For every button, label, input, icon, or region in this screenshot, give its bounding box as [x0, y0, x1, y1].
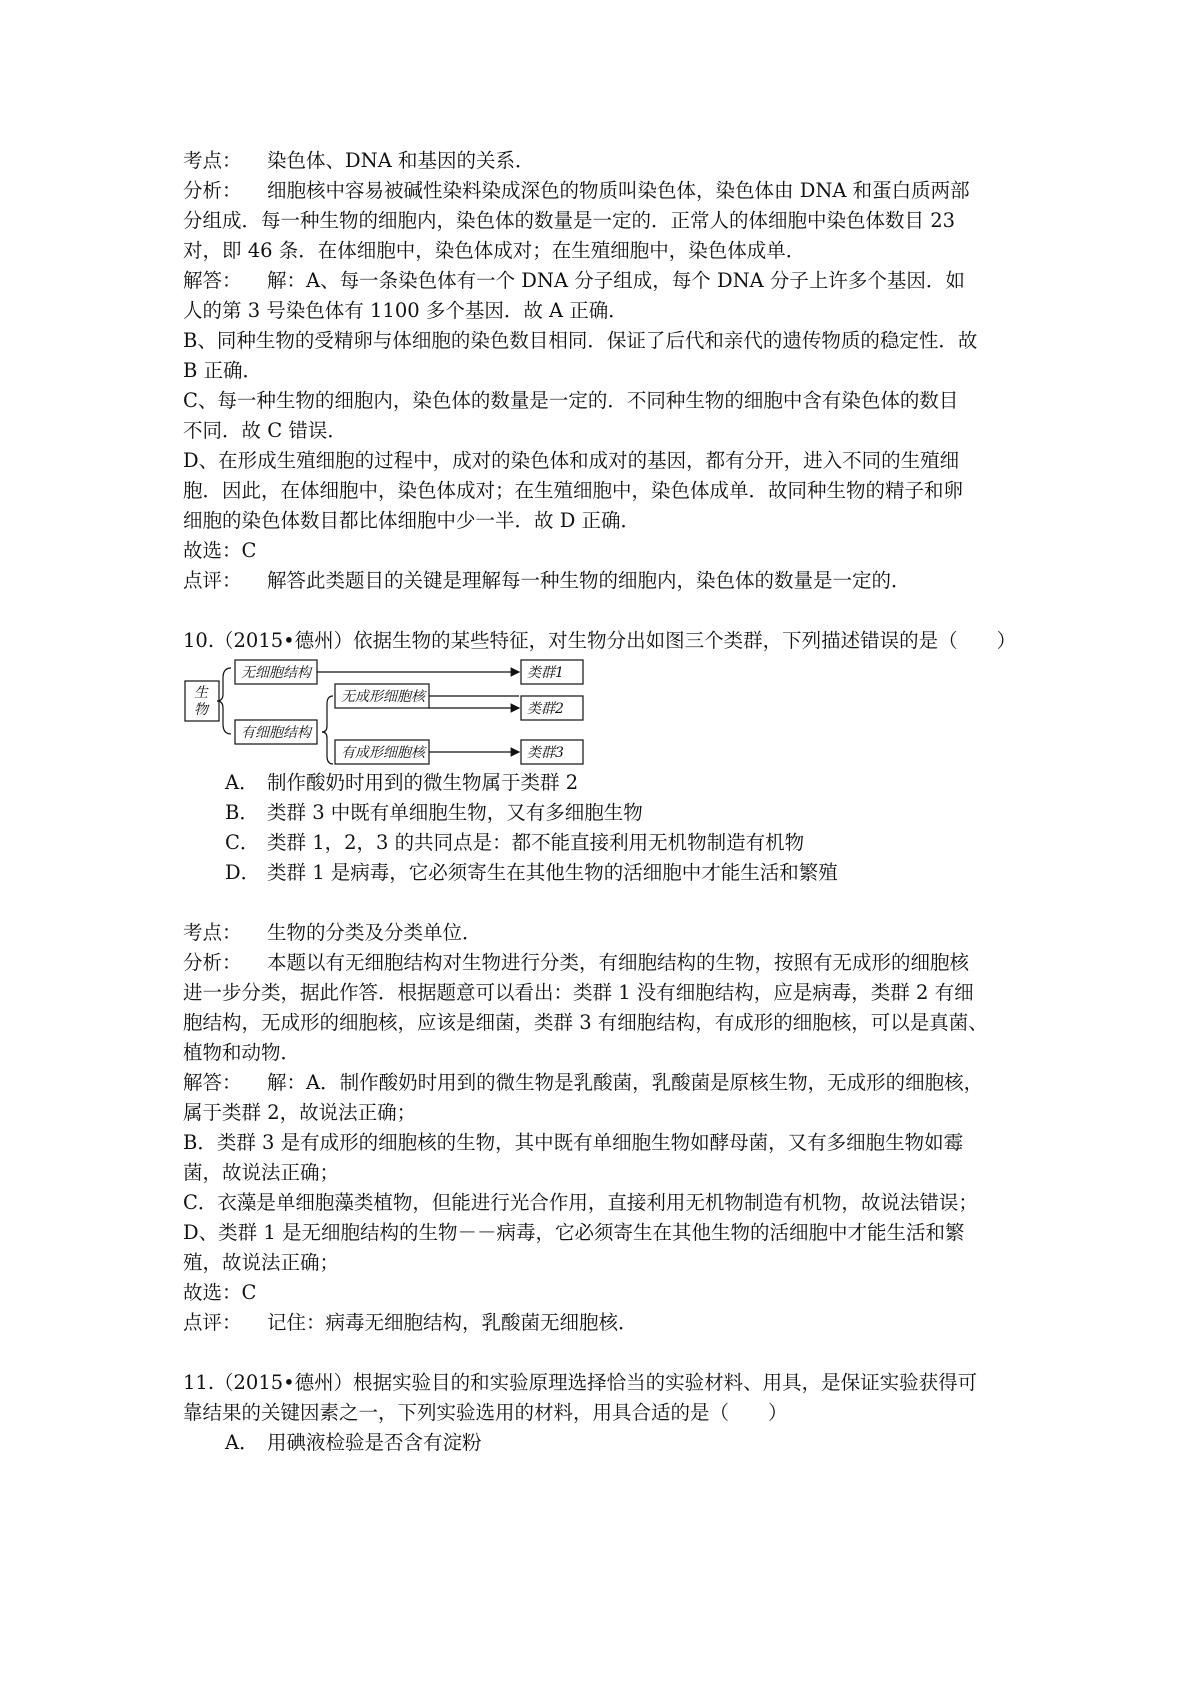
- classification-diagram-svg: [183, 656, 603, 768]
- sub1-label: 无成形细胞核: [341, 689, 425, 705]
- fenxi-text: 本题以有无细胞结构对生物进行分类，有细胞结构的生物，按照有无成形的细胞核: [267, 951, 970, 974]
- question-10-stem: 10.（2015•德州）依据生物的某些特征，对生物分出如图三个类群，下列描述错误的是（ ）: [183, 629, 1017, 652]
- answer-line: 故选：C: [183, 1281, 257, 1304]
- option-text: 类群 1 是病毒，它必须寄生在其他生物的活细胞中才能生活和繁殖: [267, 861, 838, 884]
- fenxi-line: [183, 176, 1031, 206]
- classification-diagram: [183, 656, 1031, 768]
- group3-label: 类群3: [527, 745, 564, 761]
- fenxi-text: 分组成．每一种生物的细胞内，染色体的数量是一定的．正常人的体细胞中染色体数目 23: [183, 209, 956, 232]
- question-11-stem: 11.（2015•德州）根据实验目的和实验原理选择恰当的实验材料、用具，是保证实验获得可: [183, 1371, 978, 1394]
- question-11-stem: 靠结果的关键因素之一，下列实验选用的材料，用具合适的是（ ）: [183, 1401, 788, 1424]
- jieda-line: [183, 1068, 1031, 1098]
- spacer: [183, 888, 1031, 918]
- dianping-text: 记住：病毒无细胞结构，乳酸菌无细胞核．: [267, 1311, 638, 1334]
- branch2-label: 有细胞结构: [241, 725, 311, 741]
- brace-sub: [322, 696, 333, 764]
- group1-label: 类群1: [527, 665, 564, 681]
- fenxi-text: 进一步分类，据此作答．根据题意可以看出：类群 1 没有细胞结构，应是病毒，类群 2 有细: [183, 981, 974, 1004]
- option-letter: B．: [225, 801, 259, 824]
- branch1-label: 无细胞结构: [241, 665, 311, 681]
- kaodian-text: 生物的分类及分类单位．: [267, 921, 482, 944]
- option-text: 用碘液检验是否含有淀粉: [267, 1431, 482, 1454]
- jieda-text: 殖，故说法正确；: [183, 1251, 340, 1274]
- spacer: [183, 1338, 1031, 1368]
- fenxi-text: 对，即 46 条．在体细胞中，染色体成对；在生殖细胞中，染色体成单．: [183, 239, 806, 262]
- dianping-line: [183, 566, 1031, 596]
- option-c[interactable]: [183, 828, 1031, 858]
- fenxi-text: 胞结构，无成形的细胞核，应该是细菌，类群 3 有细胞结构，有成形的细胞核，可以是真菌、: [183, 1011, 988, 1034]
- option-text: 制作酸奶时用到的微生物属于类群 2: [267, 771, 579, 794]
- kaodian-line: [183, 918, 1031, 948]
- jieda-text: 解：A、每一条染色体有一个 DNA 分子组成，每个 DNA 分子上许多个基因．如: [267, 269, 965, 292]
- root-label-2: 物: [194, 702, 208, 718]
- jieda-text: 属于类群 2，故说法正确；: [183, 1101, 417, 1124]
- option-letter: A．: [225, 771, 259, 794]
- dianping-label: 点评：: [183, 1311, 242, 1334]
- jieda-text: 解：A．制作酸奶时用到的微生物是乳酸菌，乳酸菌是原核生物，无成形的细胞核，: [267, 1071, 984, 1094]
- option-letter: A．: [225, 1431, 259, 1454]
- spacer: [183, 596, 1031, 626]
- jieda-text: D、在形成生殖细胞的过程中，成对的染色体和成对的基因，都有分开，进入不同的生殖细: [183, 449, 960, 472]
- group2-label: 类群2: [527, 701, 564, 717]
- jieda-text: 菌，故说法正确；: [183, 1161, 340, 1184]
- jieda-text: C．衣藻是单细胞藻类植物，但能进行光合作用，直接利用无机物制造有机物，故说法错误；: [183, 1191, 978, 1214]
- jieda-text: 人的第 3 号染色体有 1100 多个基因．故 A 正确．: [183, 299, 628, 322]
- jieda-text: C、每一种生物的细胞内，染色体的数量是一定的．不同种生物的细胞中含有染色体的数目: [183, 389, 959, 412]
- jieda-line: [183, 266, 1031, 296]
- jieda-text: 不同．故 C 错误．: [183, 419, 347, 442]
- fenxi-label: 分析：: [183, 951, 242, 974]
- option-text: 类群 1，2，3 的共同点是：都不能直接利用无机物制造有机物: [267, 831, 805, 854]
- option-d[interactable]: [183, 858, 1031, 888]
- kaodian-line: [183, 146, 1031, 176]
- answer-line: 故选：C: [183, 539, 257, 562]
- jieda-text: D、类群 1 是无细胞结构的生物－－病毒，它必须寄生在其他生物的活细胞中才能生活和繁: [183, 1221, 965, 1244]
- jieda-text: B、同种生物的受精卵与体细胞的染色数目相同．保证了后代和亲代的遗传物质的稳定性．故: [183, 329, 978, 352]
- fenxi-text: 植物和动物．: [183, 1041, 301, 1064]
- jieda-text: B 正确．: [183, 359, 263, 382]
- dianping-line: [183, 1308, 1031, 1338]
- option-a[interactable]: [183, 768, 1031, 798]
- dianping-text: 解答此类题目的关键是理解每一种生物的细胞内，染色体的数量是一定的．: [267, 569, 911, 592]
- sub2-label: 有成形细胞核: [341, 745, 425, 761]
- jieda-label: 解答：: [183, 1071, 242, 1094]
- option-a[interactable]: [183, 1428, 1031, 1458]
- option-letter: D．: [225, 861, 261, 884]
- fenxi-label: 分析：: [183, 179, 242, 202]
- root-label-1: 生: [194, 685, 208, 701]
- jieda-text: B．类群 3 是有成形的细胞核的生物，其中既有单细胞生物如酵母菌，又有多细胞生物如霉: [183, 1131, 964, 1154]
- kaodian-label: 考点：: [183, 149, 242, 172]
- dianping-label: 点评：: [183, 569, 242, 592]
- kaodian-label: 考点：: [183, 921, 242, 944]
- kaodian-text: 染色体、DNA 和基因的关系．: [267, 149, 535, 172]
- jieda-label: 解答：: [183, 269, 242, 292]
- brace-main: [217, 668, 231, 734]
- fenxi-line: [183, 948, 1031, 978]
- option-letter: C．: [225, 831, 260, 854]
- document-page: [183, 146, 1031, 1458]
- jieda-text: 细胞的染色体数目都比体细胞中少一半．故 D 正确．: [183, 509, 641, 532]
- option-b[interactable]: [183, 798, 1031, 828]
- jieda-text: 胞．因此，在体细胞中，染色体成对；在生殖细胞中，染色体成单．故同种生物的精子和卵: [183, 479, 964, 502]
- option-text: 类群 3 中既有单细胞生物，又有多细胞生物: [267, 801, 643, 824]
- fenxi-text: 细胞核中容易被碱性染料染成深色的物质叫染色体，染色体由 DNA 和蛋白质两部: [267, 179, 970, 202]
